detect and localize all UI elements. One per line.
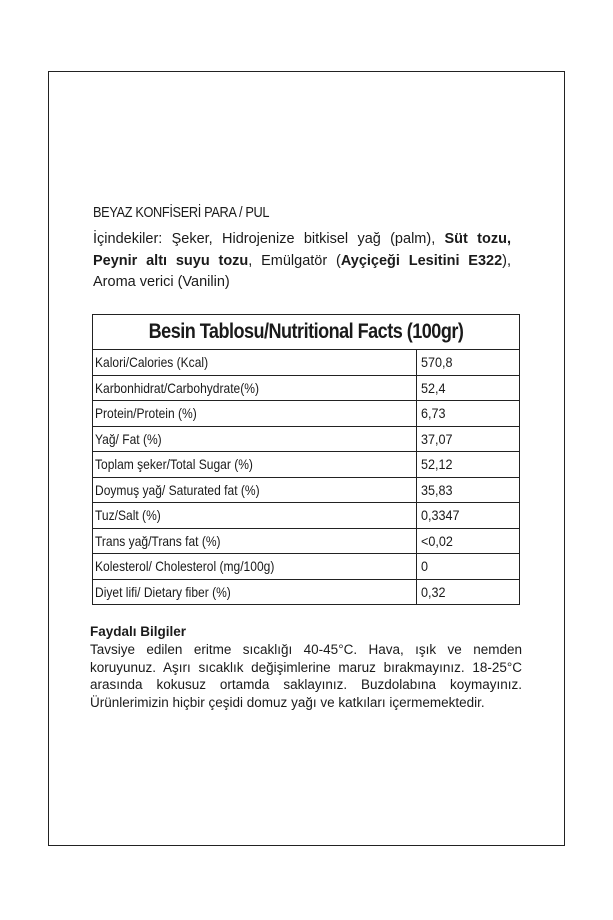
table-row <box>93 451 519 477</box>
nutrient-label: Protein/Protein (%) <box>95 405 197 421</box>
nutrient-label: Tuz/Salt (%) <box>95 507 161 523</box>
nutrient-label: Toplam şeker/Total Sugar (%) <box>95 456 253 472</box>
table-row <box>93 426 519 452</box>
nutrient-value: 0,3347 <box>421 507 460 523</box>
info-title: Faydalı Bilgiler <box>90 624 187 639</box>
nutrient-value: 0 <box>421 558 429 574</box>
table-row <box>93 477 519 503</box>
ingredients-suffix: ), Aroma verici (Vanilin) <box>93 252 511 290</box>
nutrient-value: 52,12 <box>421 456 453 472</box>
nutrient-value: 37,07 <box>421 430 453 447</box>
nutrient-value-cell <box>416 452 519 477</box>
ingredients-bold-milk: Süt tozu, Peynir altı suyu tozu <box>93 231 511 269</box>
nutrition-rows <box>93 349 519 604</box>
nutrient-value: 0,32 <box>421 583 446 600</box>
nutrient-value-cell <box>416 529 519 554</box>
nutrient-value: 35,83 <box>421 481 453 498</box>
table-row <box>93 502 519 528</box>
ingredients-mid: , Emülgatör ( <box>248 252 341 269</box>
table-row <box>93 579 519 605</box>
product-title: BEYAZ KONFİSERİ PARA / PUL <box>93 205 270 221</box>
nutrient-label: Doymuş yağ/ Saturated fat (%) <box>95 481 260 498</box>
nutrition-table-title: Besin Tablosu/Nutritional Facts (100gr) <box>148 320 464 343</box>
table-row <box>93 375 519 401</box>
nutrient-label: Yağ/ Fat (%) <box>95 430 162 447</box>
nutrient-value-cell <box>416 427 519 452</box>
ingredients-bold-lecithin: Ayçiçeği Lesitini E322 <box>340 252 503 269</box>
nutrient-label: Karbonhidrat/Carbohydrate(%) <box>95 379 259 396</box>
nutrient-value: 570,8 <box>421 354 453 370</box>
nutrition-table <box>92 314 520 605</box>
nutrient-value-cell <box>416 580 519 605</box>
ingredients-prefix: İçindekiler: Şeker, Hidrojenize bitkisel yağ (palm), <box>93 231 445 247</box>
table-row <box>93 349 519 375</box>
nutrient-label: Trans yağ/Trans fat (%) <box>95 532 221 549</box>
nutrient-label: Diyet lifi/ Dietary fiber (%) <box>95 583 231 600</box>
ingredients-text <box>93 229 511 294</box>
nutrient-value-cell <box>416 554 519 579</box>
nutrient-value: 52,4 <box>421 379 446 396</box>
nutrient-value-cell <box>416 376 519 401</box>
table-row <box>93 528 519 554</box>
table-row <box>93 553 519 579</box>
table-row <box>93 400 519 426</box>
nutrient-value-cell <box>416 401 519 426</box>
nutrient-value-cell <box>416 503 519 528</box>
nutrient-value: 6,73 <box>421 405 446 421</box>
nutrient-value-cell <box>416 350 519 375</box>
nutrient-label: Kalori/Calories (Kcal) <box>95 354 209 370</box>
info-text: Tavsiye edilen eritme sıcaklığı 40-45°C. Hava, ışık ve nemden koruyunuz. Aşırı sıcaklık değişimlerine maruz bırakmayınız. 18-25°C arasında kokusuz ortamda saklayınız. Buzdolabına koymayınız. Ürünlerimizin hiçbir çeşidi domuz yağı ve katkıları içermemektedir. <box>90 642 522 710</box>
nutrient-label: Kolesterol/ Cholesterol (mg/100g) <box>95 558 275 574</box>
nutrient-value-cell <box>416 478 519 503</box>
nutrient-value: <0,02 <box>421 532 453 549</box>
